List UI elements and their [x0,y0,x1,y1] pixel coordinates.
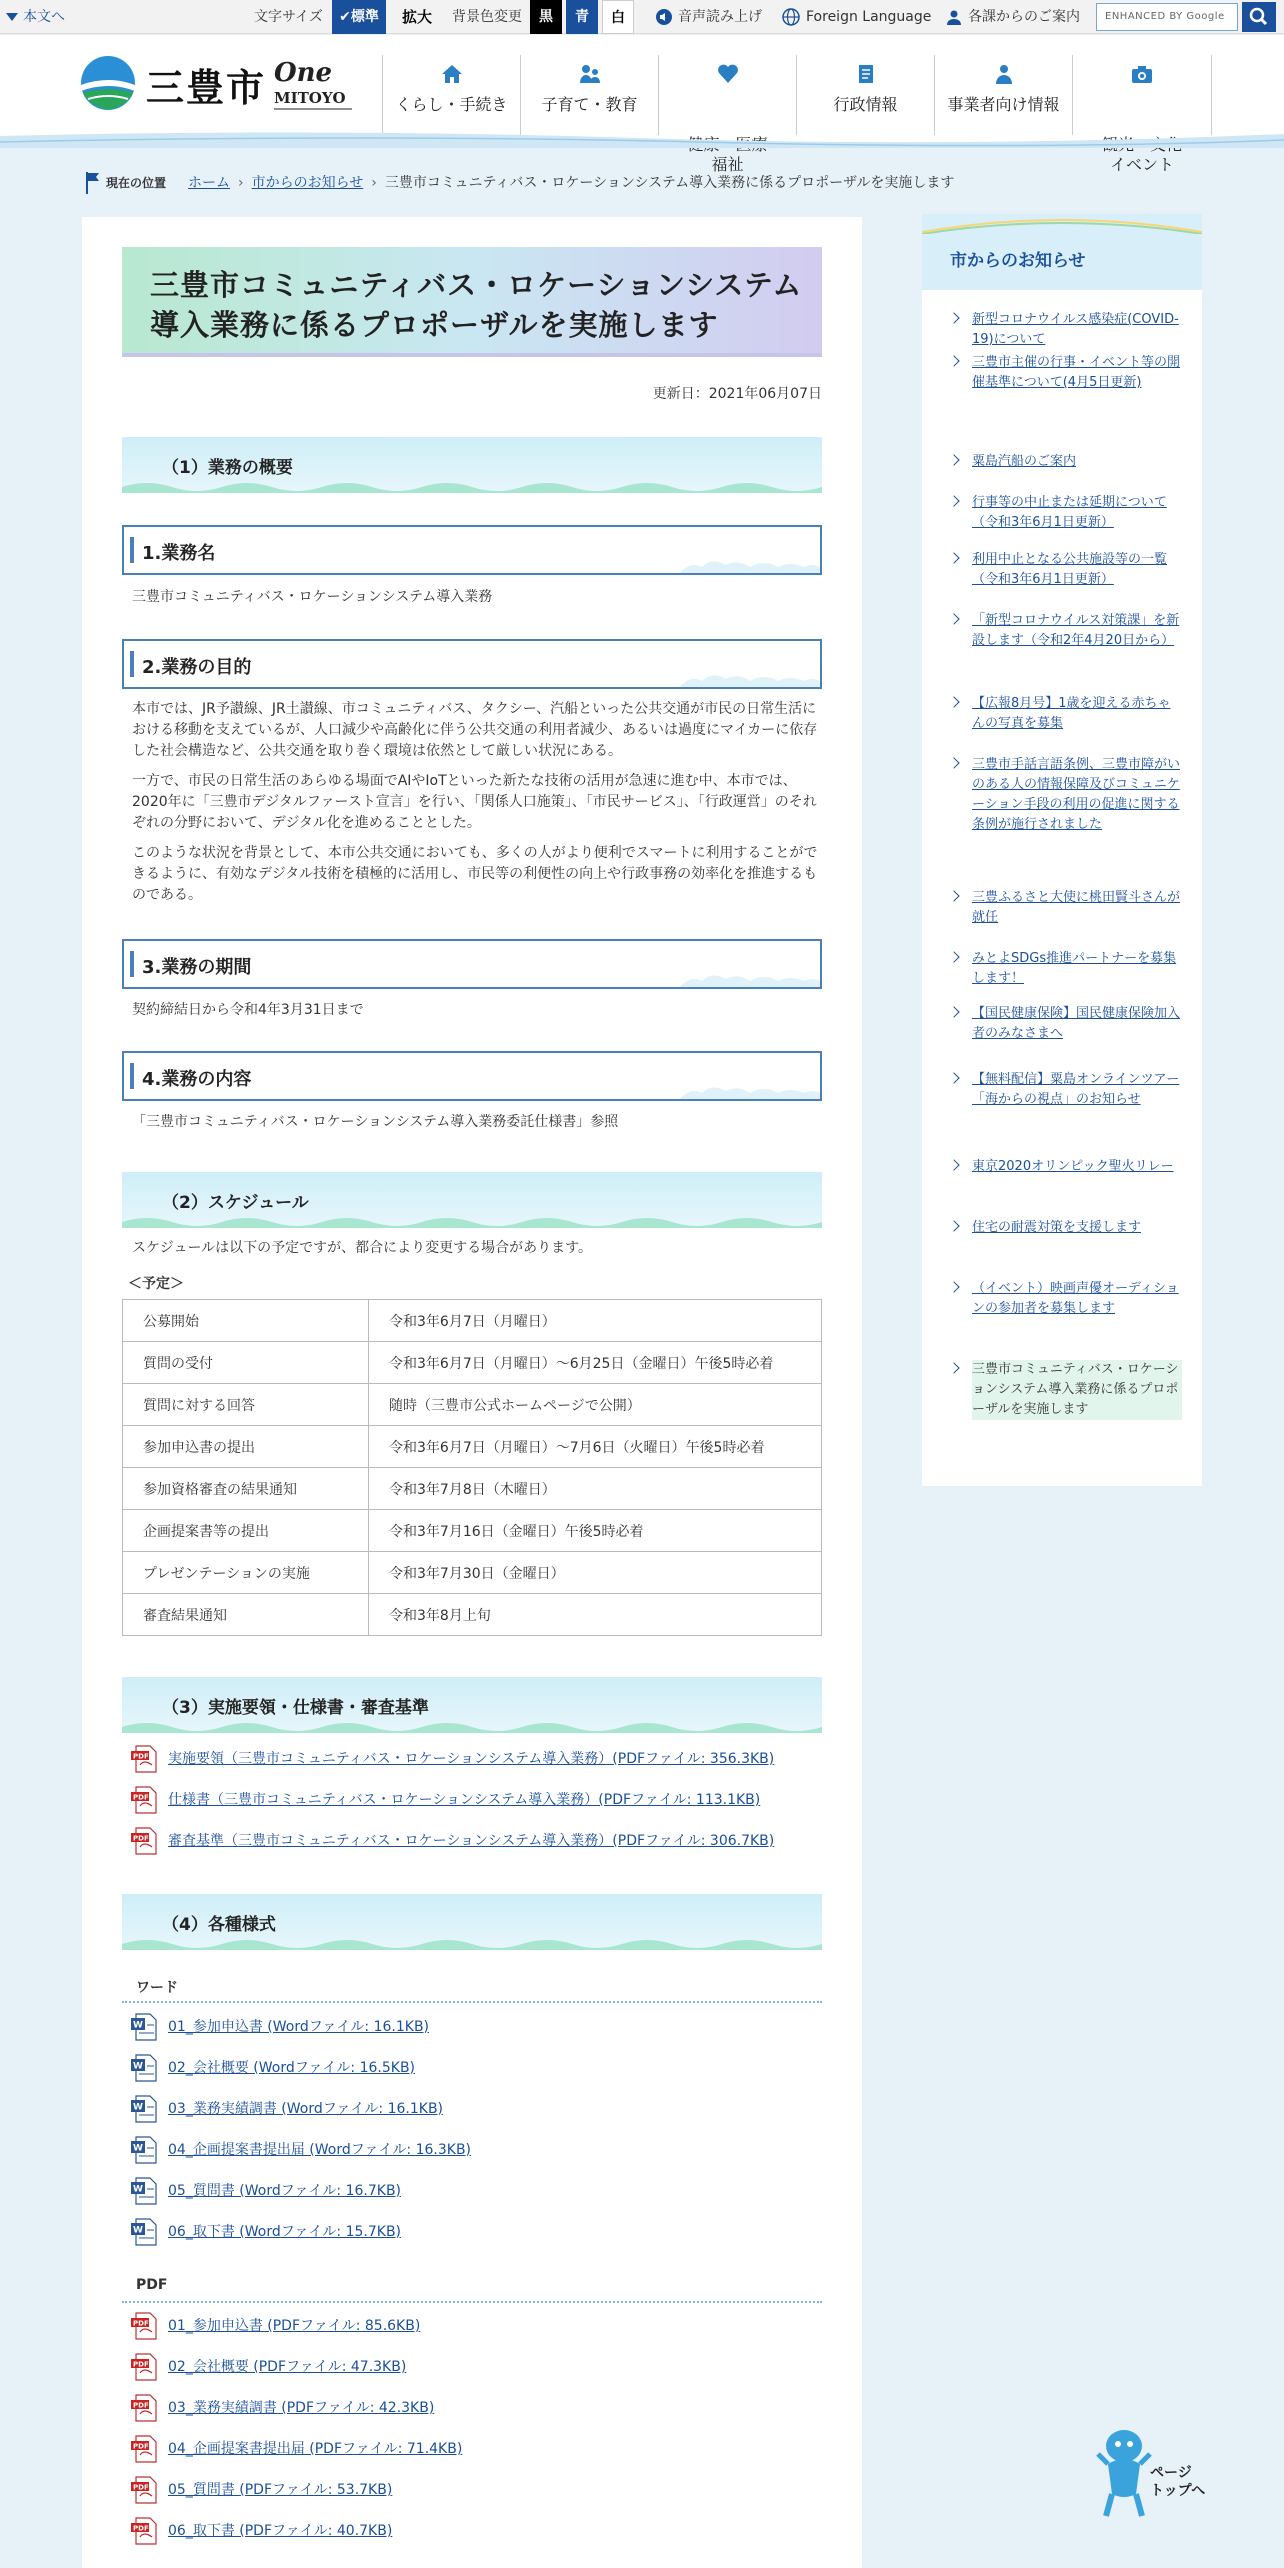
globe-icon [782,8,800,26]
divider [122,2301,822,2303]
nav-health[interactable] [658,55,796,174]
sidebar-item[interactable] [972,353,1182,393]
wave-decoration [122,1936,822,1950]
breadcrumb-home-link[interactable]: ホーム [188,175,231,191]
schedule-plan-label: ＜予定＞ [128,1276,184,1292]
business-name-text: 三豊市コミュニティバス・ロケーションシステム導入業務 [132,589,493,605]
pdf-file-item [130,1827,774,1857]
svg-text:PDF: PDF [133,2483,149,2492]
wave-decoration [122,1719,822,1733]
schedule-date: 令和3年8月上旬 [369,1594,822,1636]
purpose-paragraph-2: 一方で、市民の日常生活のあらゆる場面でAIやIoTといった新たな技術の活用が急速に進む中、本市では、2020年に「三豊市デジタルファースト宣言」を行い、「関係人口施策」、「市民サービス」、「行政運営」のそれぞれの分野において、デジタル化を進めることとした。 [132,773,817,831]
cloud-decoration [680,671,820,687]
pdf-file-link[interactable]: 01_参加申込書 (PDFファイル: 85.6KB) [168,2318,421,2334]
sidebar-item[interactable] [972,452,1182,472]
chevron-right-icon [948,951,959,962]
person-icon [946,9,962,25]
pdf-file-item [130,2517,392,2547]
std-label: 標準 [350,9,379,25]
pdf-file-icon [130,2476,160,2504]
one-mitoyo-logo [272,53,358,115]
breadcrumb-here-label: 現在の位置 [106,176,167,190]
site-logo-text[interactable]: 三豊市 [146,66,267,110]
updated-date: 更新日：2021年06月07日 [652,386,822,402]
foreign-language-link[interactable] [782,0,931,34]
wave-decoration [122,479,822,493]
pdf-file-item [130,2435,462,2465]
foreign-label: Foreign Language [806,9,932,25]
fontsize-large-button[interactable]: 拡大 [401,8,432,26]
pdf-file-icon [130,1827,160,1855]
page-top-label-line1: ページ [1150,2465,1192,2481]
sidebar-item-label[interactable]: 行事等の中止または延期について（令和3年6月1日更新） [972,495,1167,530]
word-forms-label: ワード [136,1980,178,1996]
pdf-file-link[interactable]: 審査基準（三豊市コミュニティバス・ロケーションシステム導入業務）(PDFファイル: 306.7KB) [168,1833,775,1849]
pdf-forms-label: PDF [136,2277,168,2293]
sidebar-item-label[interactable]: 【広報8月号】1歳を迎える赤ちゃんの写真を募集 [972,696,1171,731]
chevron-right-icon: › [238,175,244,191]
nav-tourism[interactable] [1072,55,1212,174]
cloud-decoration [680,1083,820,1099]
mascot-icon [1094,2424,1154,2520]
word-file-item [130,2177,401,2207]
table-row [123,1468,822,1510]
document-icon [855,63,877,85]
pdf-file-icon [130,1786,160,1814]
svg-text:PDF: PDF [133,1834,149,1843]
sidebar-item[interactable] [972,310,1182,350]
svg-text:PDF: PDF [133,2524,149,2533]
schedule-date: 令和3年7月30日（金曜日） [369,1552,822,1594]
chevron-right-icon [948,1362,959,1373]
schedule-date: 随時（三豊市公式ホームページで公開） [369,1384,822,1426]
search-input[interactable]: ENHANCED BY Google [1096,3,1238,31]
nav-business[interactable] [934,55,1072,135]
sidebar-item-label[interactable]: 利用中止となる公共施設等の一覧（令和3年6月1日更新） [972,552,1168,587]
pdf-file-icon [130,1745,160,1773]
section-overview-heading [122,437,822,491]
fontsize-label: 文字サイズ [254,9,323,25]
chevron-right-icon [948,495,959,506]
purpose-paragraph-3: このような状況を背景として、本市公共交通においても、多くの人がより便利でスマートに利用することができるように、有効なデジタル技術を積極的に活用し、市民等の利便性の向上や行政事務の効率化を推進するものである。 [132,845,818,903]
word-file-link[interactable]: 01_参加申込書 (Wordファイル: 16.1KB) [168,2019,430,2035]
wave-decoration [122,1214,822,1228]
voice-readout-link[interactable] [656,0,762,34]
speaker-icon [656,9,672,25]
svg-text:W: W [133,2061,143,2072]
voice-label: 音声読み上げ [678,9,762,25]
word-file-link[interactable]: 06_取下書 (Wordファイル: 15.7KB) [168,2224,402,2240]
chevron-right-icon [948,890,959,901]
bg-blue-button[interactable]: 青 [566,0,598,34]
triangle-down-icon [6,13,18,21]
svg-text:PDF: PDF [133,1793,149,1802]
word-file-link[interactable]: 03_業務実績調書 (Wordファイル: 16.1KB) [168,2101,444,2117]
section-documents-title: （3）実施要領・仕様書・審査基準 [162,1698,429,1718]
subsection-purpose-title: 2.業務の目的 [142,657,252,678]
svg-text:PDF: PDF [133,1752,149,1761]
page-title-box [122,247,822,357]
sidebar-item-label[interactable]: 三豊市主催の行事・イベント等の開催基準について(4月5日更新) [972,355,1181,390]
site-header [0,35,1284,174]
svg-text:PDF: PDF [133,2442,149,2451]
schedule-date: 令和3年6月7日（月曜日）～6月25日（金曜日）午後5時必着 [369,1342,822,1384]
word-file-icon [130,2177,160,2205]
heading-accent-bar [130,1063,134,1089]
search-button[interactable] [1242,2,1276,32]
pdf-file-icon [130,2394,160,2422]
chevron-right-icon [948,1006,959,1017]
content-text: 「三豊市コミュニティバス・ロケーションシステム導入業務委託仕様書」参照 [132,1114,619,1130]
schedule-item: 参加申込書の提出 [123,1426,369,1468]
schedule-date: 令和3年7月8日（木曜日） [369,1468,822,1510]
divider [122,2001,822,2003]
sidebar-item[interactable] [972,694,1182,734]
schedule-item: 質問に対する回答 [123,1384,369,1426]
pdf-file-link[interactable]: 04_企画提案書提出届 (PDFファイル: 71.4KB) [168,2441,463,2457]
section-schedule-heading [122,1172,822,1226]
section-schedule-title: （2）スケジュール [162,1193,309,1213]
schedule-item: 公募開始 [123,1300,369,1342]
subsection-period-title: 3.業務の期間 [142,957,252,978]
sidebar-item[interactable] [972,611,1182,651]
svg-text:PDF: PDF [133,2319,149,2328]
schedule-date: 令和3年6月7日（月曜日） [369,1300,822,1342]
svg-text:W: W [133,2102,143,2113]
sidebar-item-label[interactable]: 「新型コロナウイルス対策課」を新設します（令和2年4月20日から） [972,613,1180,648]
sidebar-item[interactable] [972,1157,1182,1177]
chevron-right-icon [948,1159,959,1170]
section-overview-title: （1）業務の概要 [162,458,293,478]
pdf-file-link[interactable]: 仕様書（三豊市コミュニティバス・ロケーションシステム導入業務）(PDFファイル: 113.1KB) [168,1792,761,1808]
subsection-name-title: 1.業務名 [142,543,216,564]
house-icon [441,63,463,85]
pdf-file-link[interactable]: 06_取下書 (PDFファイル: 40.7KB) [168,2523,393,2539]
sidebar-item[interactable] [972,1279,1182,1319]
pdf-file-link[interactable]: 02_会社概要 (PDFファイル: 47.3KB) [168,2359,407,2375]
section-forms-title: （4）各種様式 [162,1915,276,1935]
table-row [123,1384,822,1426]
pdf-file-item [130,2394,434,2424]
schedule-item: 企画提案書等の提出 [123,1510,369,1552]
sidebar-item[interactable] [972,493,1182,533]
flag-icon [86,172,100,194]
nav-childcare[interactable] [520,55,658,135]
dept-guide-link[interactable] [946,0,1080,34]
page-top-label-line2: トップへ [1150,2483,1206,2499]
dept-label: 各課からのご案内 [968,9,1080,25]
schedule-item: 質問の受付 [123,1342,369,1384]
sidebar-item-label[interactable]: みとよSDGs推進パートナーを募集します！ [972,951,1177,986]
nav-childcare-label: 子育て・教育 [541,95,638,114]
table-row [123,1510,822,1552]
chevron-right-icon [948,552,959,563]
schedule-date: 令和3年7月16日（金曜日）午後5時必着 [369,1510,822,1552]
chevron-right-icon [948,1281,959,1292]
sidebar [922,214,1202,1486]
skip-label: 本文へ [23,9,65,25]
subsection-name-heading [122,525,822,575]
table-row [123,1594,822,1636]
chevron-right-icon [948,757,959,768]
purpose-paragraph-1: 本市では、JR予讃線、JR土讃線、市コミュニティバス、タクシー、汽船といった公共交通が市民の日常生活における移動を支えているが、人口減少や高齢化に伴う公共交通の利用者減少、あるいは過度にマイカーに依存した社会構造など、公共交通を取り巻く環境は依然として厳しい状況にある。 [132,701,818,759]
sidebar-item-label[interactable]: 東京2020オリンピック聖火リレー [972,1159,1174,1174]
period-text: 契約締結日から令和4年3月31日まで [132,1002,364,1018]
mitoyo-logo-mark[interactable] [80,55,136,111]
nav-admin-label: 行政情報 [833,95,898,114]
schedule-item: 参加資格審査の結果通知 [123,1468,369,1510]
pdf-file-item [130,2353,406,2383]
global-nav [382,55,1212,174]
page-title [150,265,802,345]
schedule-table [122,1299,822,1636]
bgcolor-label: 背景色変更 [452,9,522,25]
word-file-item [130,2136,471,2166]
chevron-right-icon [948,355,959,366]
sidebar-item[interactable] [972,1070,1182,1110]
pdf-file-icon [130,2312,160,2340]
breadcrumb-news-link[interactable]: 市からのお知らせ [251,175,364,191]
pdf-file-icon [130,2435,160,2463]
word-file-link[interactable]: 05_質問書 (Wordファイル: 16.7KB) [168,2183,402,2199]
pdf-file-item [130,2476,392,2506]
main-content [82,217,862,2568]
nav-business-label: 事業者向け情報 [947,95,1060,114]
nav-health-label: 福祉 [711,155,744,174]
cloud-decoration [680,557,820,573]
sidebar-title: 市からのお知らせ [950,251,1086,271]
word-file-icon [130,2095,160,2123]
heading-accent-bar [130,651,134,677]
sidebar-item-label[interactable]: 【国民健康保険】国民健康保険加入者のみなさまへ [972,1006,1181,1041]
svg-text:PDF: PDF [133,2401,149,2410]
schedule-item: 審査結果通知 [123,1594,369,1636]
svg-text:W: W [133,2020,143,2031]
sidebar-item[interactable] [972,550,1182,590]
family-icon [579,63,601,85]
svg-text:PDF: PDF [133,2360,149,2369]
cloud-decoration [680,971,820,987]
svg-text:W: W [133,2143,143,2154]
chevron-right-icon [948,312,959,323]
sidebar-item-label[interactable]: 住宅の耐震対策を支援します [972,1220,1142,1235]
breadcrumb-current: 三豊市コミュニティバス・ロケーションシステム導入業務に係るプロポーザルを実施します [384,175,955,191]
bg-black-button[interactable]: 黒 [530,0,562,34]
sidebar-item[interactable] [972,888,1182,928]
page-top-label [1150,2464,1205,2500]
camera-icon [1131,63,1153,85]
nav-living[interactable] [382,55,520,135]
word-file-icon [130,2218,160,2246]
header-wave-decoration [0,128,1284,148]
pdf-file-item [130,1786,760,1816]
skip-to-content-link[interactable] [6,0,65,34]
sidebar-item[interactable] [972,1004,1182,1044]
sidebar-item[interactable] [972,949,1182,989]
word-file-icon [130,2054,160,2082]
search-icon [1242,2,1276,32]
word-file-link[interactable]: 02_会社概要 (Wordファイル: 16.5KB) [168,2060,416,2076]
bg-white-button[interactable]: 白 [602,0,634,34]
word-file-link[interactable]: 04_企画提案書提出届 (Wordファイル: 16.3KB) [168,2142,472,2158]
page-top-button[interactable] [1094,2424,1214,2524]
table-row [123,1426,822,1468]
fontsize-standard-button[interactable] [332,0,386,34]
chevron-right-icon [948,1072,959,1083]
chevron-right-icon [948,696,959,707]
heading-accent-bar [130,537,134,563]
word-file-icon [130,2136,160,2164]
chevron-right-icon [948,613,959,624]
page-title-line1: 三豊市コミュニティバス・ロケーションシステム [150,268,803,302]
sidebar-item-label[interactable]: 【無料配信】粟島オンラインツアー「海からの視点」のお知らせ [972,1072,1180,1107]
sidebar-item-label[interactable]: 新型コロナウイルス感染症(COVID-19)について [972,312,1179,347]
pdf-file-icon [130,2517,160,2545]
sidebar-item[interactable] [972,1218,1182,1238]
heading-accent-bar [130,951,134,977]
table-row [123,1552,822,1594]
schedule-date: 令和3年6月7日（月曜日）～7月6日（火曜日）午後5時必着 [369,1426,822,1468]
section-documents-heading [122,1677,822,1731]
svg-text:W: W [133,2184,143,2195]
chevron-right-icon [948,1220,959,1231]
nav-admin[interactable] [796,55,934,135]
check-icon: ✔ [339,9,351,25]
pdf-file-item [130,1745,774,1775]
word-file-item [130,2095,443,2125]
breadcrumb [86,170,954,196]
table-row [123,1342,822,1384]
pdf-file-item [130,2312,420,2342]
svg-text:One: One [274,58,333,88]
word-file-item [130,2054,415,2084]
subsection-content-heading [122,1051,822,1101]
pdf-file-link[interactable]: 05_質問書 (PDFファイル: 53.7KB) [168,2482,393,2498]
pdf-file-link[interactable]: 03_業務実績調書 (PDFファイル: 42.3KB) [168,2400,435,2416]
sidebar-item-label[interactable]: （イベント）映画声優オーディションの参加者を募集します [972,1281,1179,1316]
subsection-period-heading [122,939,822,989]
svg-text:W: W [133,2225,143,2236]
heart-icon [717,63,739,85]
subsection-purpose-heading [122,639,822,689]
sidebar-item-label[interactable]: 三豊ふるさと大使に桃田賢斗さんが就任 [972,890,1181,925]
businessperson-icon [993,63,1015,85]
nav-tourism-label: イベント [1109,155,1174,174]
utility-bar [0,0,1284,34]
svg-text:MITOYO: MITOYO [274,89,346,107]
word-file-icon [130,2013,160,2041]
sidebar-item-label[interactable]: 粟島汽船のご案内 [972,454,1077,469]
chevron-right-icon: › [371,175,377,191]
pdf-file-link[interactable]: 実施要領（三豊市コミュニティバス・ロケーションシステム導入業務）(PDFファイル: 356.3KB) [168,1751,775,1767]
schedule-note: スケジュールは以下の予定ですが、都合により変更する場合があります。 [132,1240,593,1256]
schedule-item: プレゼンテーションの実施 [123,1552,369,1594]
pdf-file-icon [130,2353,160,2381]
sidebar-item-label: 三豊市コミュニティバス・ロケーションシステム導入業務に係るプロポーザルを実施します [972,1362,1179,1417]
table-row [123,1300,822,1342]
section-forms-heading [122,1894,822,1948]
page-title-line2: 導入業務に係るプロポーザルを実施します [150,308,719,342]
sidebar-header [922,214,1202,290]
word-file-item [130,2218,401,2248]
chevron-right-icon [948,454,959,465]
rainbow-arc-decoration [922,214,1202,234]
subsection-content-title: 4.業務の内容 [142,1069,252,1090]
word-file-item [130,2013,429,2043]
sidebar-item[interactable] [972,755,1182,835]
sidebar-item-label[interactable]: 三豊市手話言語条例、三豊市障がいのある人の情報保障及びコミュニケーション手段の利用の促進に関する条例が施行されました [972,757,1181,832]
nav-living-label: くらし・手続き [395,95,508,114]
sidebar-item[interactable] [972,1360,1182,1420]
